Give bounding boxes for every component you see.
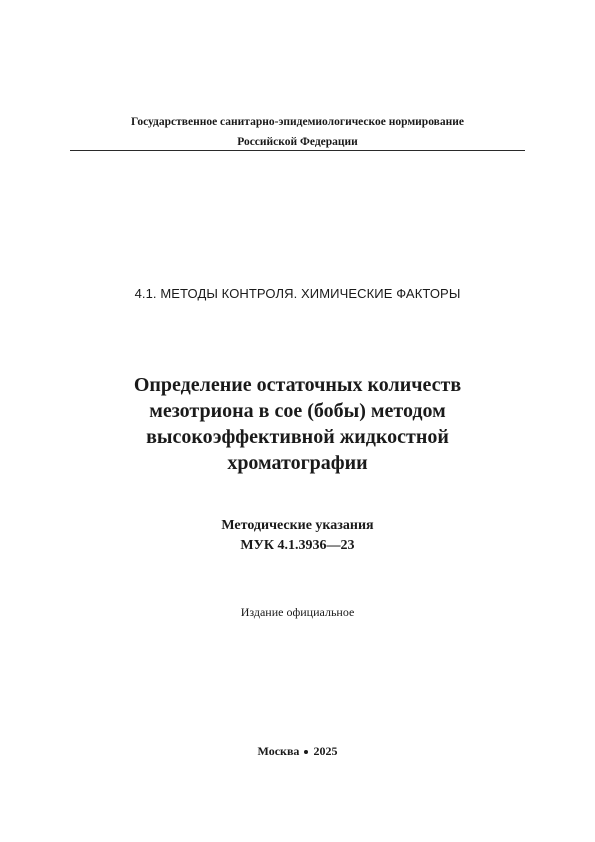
document-type: Методические указания — [221, 518, 374, 533]
title-line-2: мезотриона в сое (бобы) методом — [149, 400, 446, 422]
imprint — [60, 744, 535, 759]
header — [70, 112, 525, 152]
document-subtitle — [60, 516, 535, 556]
title-line-4: хроматографии — [227, 452, 368, 474]
imprint-year: 2025 — [313, 744, 338, 758]
document-code: МУК 4.1.3936—23 — [240, 538, 355, 553]
title-line-3: высокоэффективной жидкостной — [146, 426, 449, 448]
section-heading: 4.1. МЕТОДЫ КОНТРОЛЯ. ХИМИЧЕСКИЕ ФАКТОРЫ — [134, 286, 461, 301]
imprint-city: Москва — [257, 744, 300, 758]
title-line-1: Определение остаточных количеств — [133, 374, 462, 396]
header-line-1: Государственное санитарно-эпидемиологическое нормирование — [131, 116, 464, 128]
edition-note: Издание официальное — [240, 605, 355, 619]
bullet-separator — [304, 750, 308, 754]
header-divider — [70, 150, 525, 151]
document-title — [60, 372, 535, 476]
header-line-2: Российской Федерации — [237, 136, 358, 148]
